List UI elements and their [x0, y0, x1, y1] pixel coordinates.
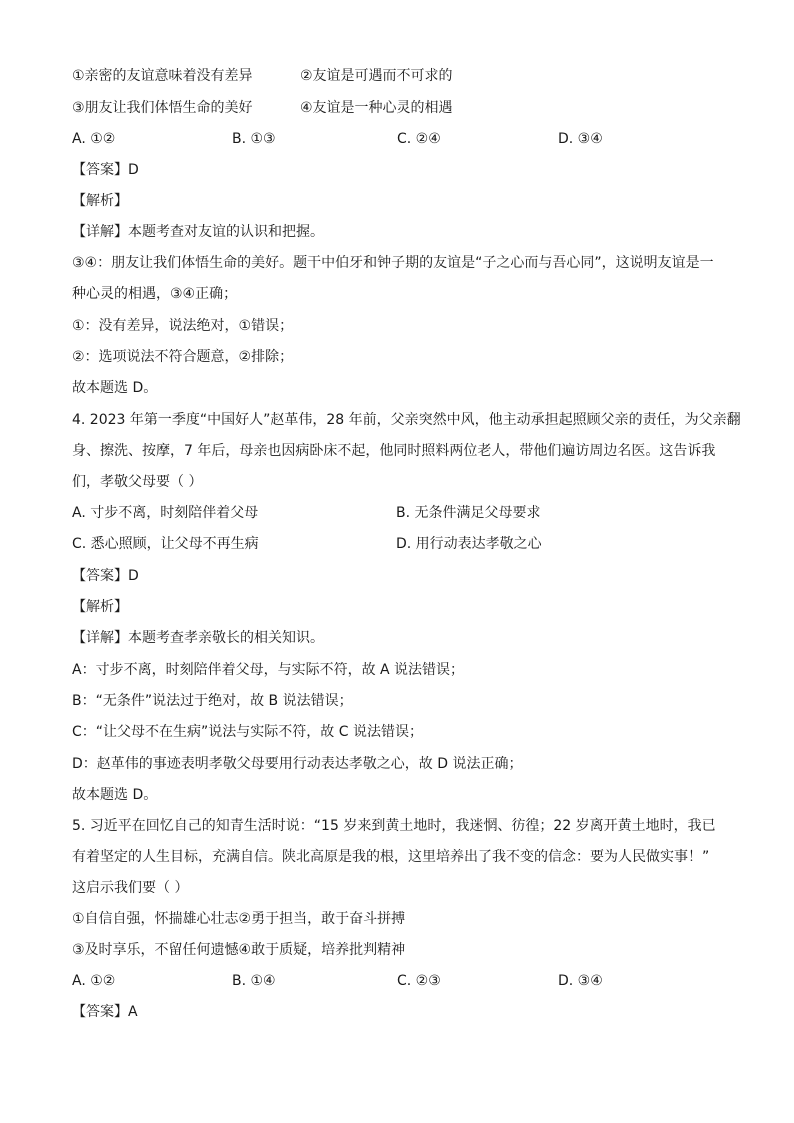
- q5-option-c: C. ②③: [397, 973, 441, 989]
- q4-option-a: A. 寸步不离，时刻陪伴着父母: [72, 505, 259, 521]
- q3-statement-2: ②友谊是可遇而不可求的: [300, 68, 453, 84]
- q5-stem-1: 5. 习近平在回忆自己的知青生活时说：“15 岁来到黄土地时，我迷惘、彷徨；22 岁离开黄土地时，我已: [72, 818, 716, 834]
- q3-statements-row-1: [72, 64, 750, 88]
- q3-analysis-heading: [72, 189, 750, 213]
- q5-option-d: D. ③④: [558, 973, 603, 989]
- q4-analysis-tag: 【解析】: [72, 599, 128, 615]
- q4-detail-text: 本题考查孝亲敬长的相关知识。: [128, 630, 324, 646]
- q3-explain-3: ①：没有差异，说法绝对，①错误；: [72, 318, 294, 334]
- q5-option-a: A. ①②: [72, 973, 116, 989]
- q5-statements-row-1: ①自信自强，怀揣雄心壮志②勇于担当，敢于奋斗拼搏: [72, 911, 406, 927]
- q4-options-row-2: [72, 532, 750, 556]
- q3-statement-1: ①亲密的友谊意味着没有差异: [72, 68, 253, 84]
- q3-detail-tag: 【详解】: [72, 224, 128, 240]
- q4-explain-d: D：赵革伟的事迹表明孝敬父母要用行动表达孝敬之心，故 D 说法正确；: [72, 756, 523, 772]
- q3-answer: [72, 158, 750, 182]
- q3-statement-4: ④友谊是一种心灵的相遇: [300, 100, 453, 116]
- q4-option-d: D. 用行动表达孝敬之心: [396, 536, 542, 552]
- q5-answer-value: A: [128, 1004, 138, 1020]
- q4-answer-value: D: [128, 568, 139, 584]
- q3-explain-2: 种心灵的相遇，③④正确；: [72, 286, 238, 302]
- q5-option-b: B. ①④: [232, 973, 276, 989]
- q3-detail: [72, 220, 750, 244]
- q4-stem-3: 们，孝敬父母要（ ）: [72, 474, 203, 490]
- q4-answer: [72, 564, 750, 588]
- q3-option-b: B. ①③: [232, 131, 276, 147]
- q4-stem-2: 身、擦洗、按摩，7 年后，母亲也因病卧床不起，他同时照料两位老人，带他们遍访周边名医。这告诉我: [72, 443, 716, 459]
- q3-answer-value: D: [128, 162, 139, 178]
- q4-detail-tag: 【详解】: [72, 630, 128, 646]
- q5-answer-tag: 【答案】: [72, 1004, 128, 1020]
- q4-options-row-1: [72, 501, 750, 525]
- q4-explain-b: B：“无条件”说法过于绝对，故 B 说法错误；: [72, 693, 353, 709]
- q3-answer-tag: 【答案】: [72, 162, 128, 178]
- q3-statements-row-2: [72, 96, 750, 120]
- q3-option-a: A. ①②: [72, 131, 116, 147]
- q5-stem-3: 这启示我们要（ ）: [72, 880, 189, 896]
- q5-stem-2: 有着坚定的人生目标，充满自信。陕北高原是我的根，这里培养出了我不变的信念：要为人民做实事！”: [72, 849, 710, 865]
- q4-explain-a: A：寸步不离，时刻陪伴着父母，与实际不符，故 A 说法错误；: [72, 662, 465, 678]
- q5-options-row: [72, 969, 750, 993]
- q3-analysis-tag: 【解析】: [72, 193, 128, 209]
- q4-option-b: B. 无条件满足父母要求: [396, 505, 541, 521]
- q3-detail-text: 本题考查对友谊的认识和把握。: [128, 224, 324, 240]
- q3-statement-3: ③朋友让我们体悟生命的美好: [72, 100, 253, 116]
- q4-option-c: C. 悉心照顾，让父母不再生病: [72, 536, 259, 552]
- q4-explain-c: C：“让父母不在生病”说法与实际不符，故 C 说法错误；: [72, 724, 423, 740]
- q3-explain-4: ②：选项说法不符合题意，②排除；: [72, 349, 294, 365]
- q5-statements-row-2: ③及时享乐，不留任何遗憾④敢于质疑，培养批判精神: [72, 942, 406, 958]
- q4-conclusion: 故本题选 D。: [72, 787, 158, 803]
- q4-analysis-heading: [72, 595, 750, 619]
- q4-detail: [72, 626, 750, 650]
- q5-answer: [72, 1000, 750, 1024]
- q4-stem-1: 4. 2023 年第一季度“中国好人”赵革伟，28 年前，父亲突然中风，他主动承担起照顾父亲的责任，为父亲翻: [72, 412, 741, 428]
- q4-answer-tag: 【答案】: [72, 568, 128, 584]
- q3-option-c: C. ②④: [397, 131, 441, 147]
- q3-explain-1: ③④：朋友让我们体悟生命的美好。题干中伯牙和钟子期的友谊是“子之心而与吾心同”，这说明友谊是一: [72, 255, 714, 271]
- q3-options-row: [72, 127, 750, 151]
- q3-option-d: D. ③④: [558, 131, 603, 147]
- q3-conclusion: 故本题选 D。: [72, 380, 158, 396]
